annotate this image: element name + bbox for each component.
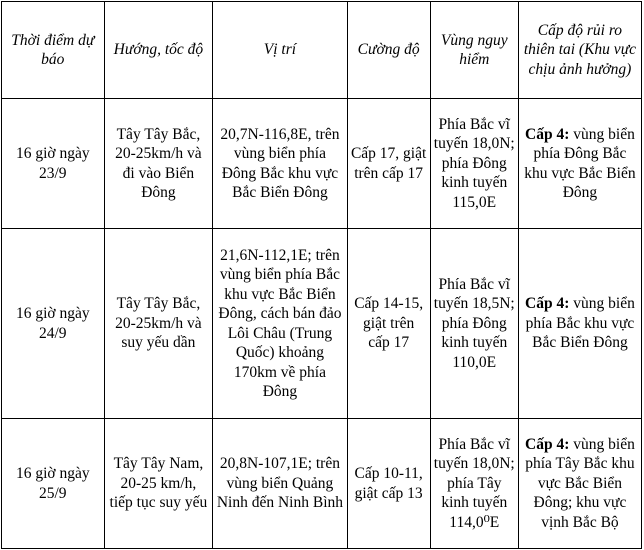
cell-direction-speed: Tây Tây Bắc, 20-25km/h và đi vào Biển Đông: [104, 99, 213, 229]
storm-forecast-table: [1, 1, 642, 549]
cell-intensity: Cấp 10-11, giật cấp 13: [347, 419, 430, 549]
cell-forecast-time: 16 giờ ngày 23/9: [2, 99, 105, 229]
cell-intensity: Cấp 17, giật trên cấp 17: [347, 99, 430, 229]
cell-danger-zone: Phía Bắc vĩ tuyến 18,5N; phía Đông kinh tuyến 110,0E: [430, 229, 518, 419]
cell-danger-zone: Phía Bắc vĩ tuyến 18,0N; phía Tây kinh tuyến 114,0⁰E: [430, 419, 518, 549]
header-position: Vị trí: [213, 2, 347, 99]
table-row: [2, 419, 642, 549]
risk-area-text: vùng biển phía Tây Bắc khu vực Bắc Biển Đông; khu vực vịnh Bắc Bộ: [525, 435, 635, 531]
cell-risk-level: [518, 419, 641, 549]
cell-forecast-time: 16 giờ ngày 25/9: [2, 419, 105, 549]
header-direction-speed: Hướng, tốc độ: [104, 2, 213, 99]
cell-danger-zone: Phía Bắc vĩ tuyến 18,0N; phía Đông kinh tuyến 115,0E: [430, 99, 518, 229]
header-intensity: Cường độ: [347, 2, 430, 99]
cell-position: 21,6N-112,1E; trên vùng biển phía Bắc khu vực Bắc Biển Đông, cách bán đảo Lôi Châu (Trung Quốc) khoảng 170km về phía Đông: [213, 229, 347, 419]
cell-position: 20,8N-107,1E; trên vùng biển Quảng Ninh đến Ninh Bình: [213, 419, 347, 549]
table-row: [2, 99, 642, 229]
risk-area-text: vùng biển phía Bắc khu vực Bắc Biển Đông: [525, 295, 635, 352]
risk-level-label: Cấp 4:: [525, 295, 570, 313]
risk-level-label: Cấp 4:: [525, 435, 570, 453]
cell-forecast-time: 16 giờ ngày 24/9: [2, 229, 105, 419]
header-danger-zone: Vùng nguy hiểm: [430, 2, 518, 99]
table-row: [2, 229, 642, 419]
cell-risk-level: [518, 99, 641, 229]
header-forecast-time: Thời điểm dự báo: [2, 2, 105, 99]
cell-risk-level: [518, 229, 641, 419]
header-row: [2, 2, 642, 99]
cell-direction-speed: Tây Tây Bắc, 20-25km/h và suy yếu dần: [104, 229, 213, 419]
cell-direction-speed: Tây Tây Nam, 20-25 km/h, tiếp tục suy yếu: [104, 419, 213, 549]
cell-position: 20,7N-116,8E, trên vùng biển phía Đông Bắc khu vực Bắc Biển Đông: [213, 99, 347, 229]
risk-level-label: Cấp 4:: [525, 125, 570, 143]
header-risk-level: Cấp độ rủi ro thiên tai (Khu vực chịu ảnh hưởng): [518, 2, 641, 99]
risk-area-text: vùng biển phía Đông Bắc khu vực Bắc Biển Đông: [524, 125, 636, 201]
cell-intensity: Cấp 14-15, giật trên cấp 17: [347, 229, 430, 419]
